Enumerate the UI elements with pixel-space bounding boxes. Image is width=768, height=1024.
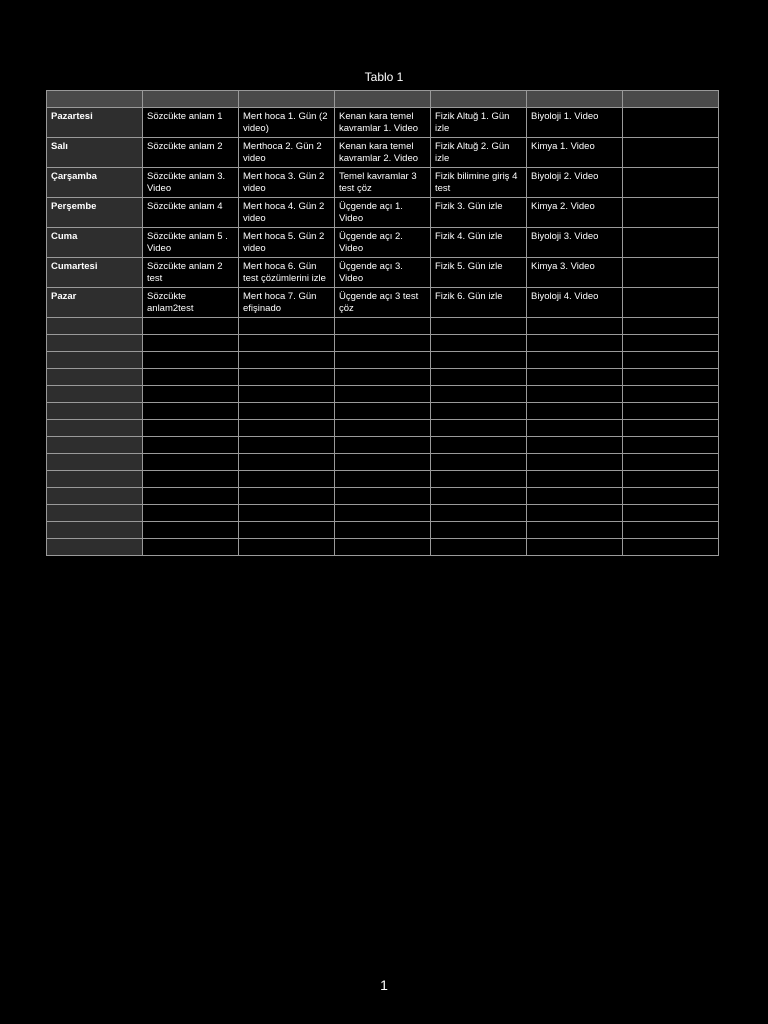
empty-cell	[239, 522, 335, 539]
empty-cell	[623, 454, 719, 471]
day-cell: Çarşamba	[47, 168, 143, 198]
empty-cell	[143, 505, 239, 522]
empty-cell	[143, 454, 239, 471]
table-cell: Temel kavramlar 3 test çöz	[335, 168, 431, 198]
table-cell	[623, 198, 719, 228]
empty-cell	[527, 522, 623, 539]
table-cell: Üçgende açı 2. Video	[335, 228, 431, 258]
empty-day-cell	[47, 454, 143, 471]
table-title: Tablo 1	[364, 70, 404, 84]
empty-table-row	[47, 318, 719, 335]
header-cell	[431, 91, 527, 108]
empty-cell	[143, 437, 239, 454]
table-body	[47, 91, 719, 556]
empty-cell	[335, 352, 431, 369]
empty-cell	[623, 471, 719, 488]
empty-cell	[239, 352, 335, 369]
empty-cell	[335, 454, 431, 471]
empty-cell	[623, 318, 719, 335]
empty-cell	[431, 420, 527, 437]
day-cell: Cumartesi	[47, 258, 143, 288]
empty-table-row	[47, 403, 719, 420]
weekly-schedule-table	[46, 90, 719, 556]
empty-cell	[431, 318, 527, 335]
empty-table-row	[47, 488, 719, 505]
empty-cell	[335, 369, 431, 386]
table-cell: Biyoloji 1. Video	[527, 108, 623, 138]
empty-cell	[335, 437, 431, 454]
empty-cell	[623, 420, 719, 437]
empty-day-cell	[47, 539, 143, 556]
empty-cell	[143, 403, 239, 420]
empty-cell	[527, 539, 623, 556]
empty-cell	[239, 454, 335, 471]
empty-cell	[431, 335, 527, 352]
empty-day-cell	[47, 437, 143, 454]
table-cell: Mert hoca 7. Gün efişinado	[239, 288, 335, 318]
empty-cell	[527, 318, 623, 335]
header-cell	[239, 91, 335, 108]
empty-day-cell	[47, 522, 143, 539]
empty-cell	[527, 437, 623, 454]
empty-day-cell	[47, 471, 143, 488]
empty-table-row	[47, 369, 719, 386]
empty-cell	[431, 539, 527, 556]
empty-cell	[335, 522, 431, 539]
day-cell: Salı	[47, 138, 143, 168]
empty-table-row	[47, 420, 719, 437]
empty-day-cell	[47, 386, 143, 403]
table-row	[47, 168, 719, 198]
table-cell: Biyoloji 3. Video	[527, 228, 623, 258]
empty-cell	[335, 539, 431, 556]
empty-day-cell	[47, 488, 143, 505]
table-cell: Kimya 2. Video	[527, 198, 623, 228]
table-row	[47, 108, 719, 138]
header-cell	[335, 91, 431, 108]
table-cell: Mert hoca 3. Gün 2 video	[239, 168, 335, 198]
empty-table-row	[47, 437, 719, 454]
header-cell	[143, 91, 239, 108]
empty-table-row	[47, 454, 719, 471]
empty-cell	[239, 386, 335, 403]
table-cell: Fizik 4. Gün izle	[431, 228, 527, 258]
empty-cell	[143, 386, 239, 403]
empty-day-cell	[47, 335, 143, 352]
empty-table-row	[47, 522, 719, 539]
empty-cell	[143, 420, 239, 437]
table-row	[47, 258, 719, 288]
empty-cell	[239, 505, 335, 522]
day-cell: Pazartesi	[47, 108, 143, 138]
empty-cell	[623, 386, 719, 403]
empty-cell	[431, 488, 527, 505]
empty-cell	[527, 369, 623, 386]
empty-cell	[623, 522, 719, 539]
empty-cell	[527, 403, 623, 420]
empty-cell	[239, 437, 335, 454]
header-cell	[623, 91, 719, 108]
table-row	[47, 228, 719, 258]
empty-cell	[143, 352, 239, 369]
empty-cell	[623, 335, 719, 352]
empty-table-row	[47, 471, 719, 488]
empty-table-row	[47, 335, 719, 352]
table-cell: Fizik bilimine giriş 4 test	[431, 168, 527, 198]
table-cell: Üçgende açı 3 test çöz	[335, 288, 431, 318]
table-cell: Sözcükte anlam 2 test	[143, 258, 239, 288]
empty-cell	[143, 369, 239, 386]
empty-table-row	[47, 386, 719, 403]
empty-cell	[431, 522, 527, 539]
table-cell: Sözcükte anlam2test	[143, 288, 239, 318]
empty-cell	[527, 335, 623, 352]
empty-cell	[431, 386, 527, 403]
empty-cell	[431, 352, 527, 369]
empty-cell	[623, 437, 719, 454]
empty-cell	[335, 488, 431, 505]
day-cell: Perşembe	[47, 198, 143, 228]
table-cell: Sözcükte anlam 4	[143, 198, 239, 228]
empty-cell	[239, 369, 335, 386]
table-cell: Mert hoca 4. Gün 2 video	[239, 198, 335, 228]
table-cell: Fizik Altuğ 2. Gün izle	[431, 138, 527, 168]
empty-day-cell	[47, 420, 143, 437]
day-cell: Cuma	[47, 228, 143, 258]
empty-cell	[623, 505, 719, 522]
empty-cell	[335, 335, 431, 352]
empty-cell	[335, 471, 431, 488]
empty-cell	[431, 505, 527, 522]
table-cell: Biyoloji 4. Video	[527, 288, 623, 318]
empty-cell	[431, 471, 527, 488]
empty-cell	[527, 386, 623, 403]
empty-cell	[239, 471, 335, 488]
empty-cell	[239, 403, 335, 420]
empty-cell	[143, 522, 239, 539]
table-cell: Mert hoca 5. Gün 2 video	[239, 228, 335, 258]
page-number: 1	[380, 977, 388, 993]
empty-cell	[143, 471, 239, 488]
empty-cell	[143, 488, 239, 505]
header-cell	[47, 91, 143, 108]
empty-cell	[335, 403, 431, 420]
empty-day-cell	[47, 369, 143, 386]
empty-cell	[239, 539, 335, 556]
header-cell	[527, 91, 623, 108]
table-cell: Kenan kara temel kavramlar 1. Video	[335, 108, 431, 138]
day-cell: Pazar	[47, 288, 143, 318]
table-cell: Üçgende açı 3. Video	[335, 258, 431, 288]
table-row	[47, 138, 719, 168]
empty-cell	[335, 505, 431, 522]
empty-table-row	[47, 505, 719, 522]
table-cell	[623, 288, 719, 318]
empty-table-row	[47, 352, 719, 369]
empty-cell	[527, 488, 623, 505]
empty-cell	[239, 318, 335, 335]
table-cell: Fizik 3. Gün izle	[431, 198, 527, 228]
table-cell: Mert hoca 6. Gün test çözümlerini izle	[239, 258, 335, 288]
table-cell: Kimya 3. Video	[527, 258, 623, 288]
empty-table-row	[47, 539, 719, 556]
empty-cell	[239, 335, 335, 352]
table-cell	[623, 108, 719, 138]
empty-cell	[239, 420, 335, 437]
empty-cell	[143, 335, 239, 352]
empty-cell	[527, 454, 623, 471]
table-cell: Biyoloji 2. Video	[527, 168, 623, 198]
table-cell: Sözcükte anlam 5 . Video	[143, 228, 239, 258]
table-cell: Sözcükte anlam 1	[143, 108, 239, 138]
empty-cell	[527, 505, 623, 522]
empty-cell	[143, 318, 239, 335]
table-cell: Fizik 5. Gün izle	[431, 258, 527, 288]
table-row	[47, 198, 719, 228]
empty-cell	[623, 369, 719, 386]
empty-day-cell	[47, 318, 143, 335]
table-row	[47, 288, 719, 318]
empty-day-cell	[47, 403, 143, 420]
table-cell: Kenan kara temel kavramlar 2. Video	[335, 138, 431, 168]
table-cell	[623, 228, 719, 258]
empty-cell	[431, 403, 527, 420]
empty-cell	[527, 352, 623, 369]
table-header-row	[47, 91, 719, 108]
empty-cell	[431, 437, 527, 454]
table-cell: Sözcükte anlam 2	[143, 138, 239, 168]
empty-cell	[239, 488, 335, 505]
empty-cell	[623, 403, 719, 420]
table-cell	[623, 168, 719, 198]
empty-cell	[335, 386, 431, 403]
table-cell: Sözcükte anlam 3. Video	[143, 168, 239, 198]
table-cell: Fizik Altuğ 1. Gün izle	[431, 108, 527, 138]
empty-day-cell	[47, 505, 143, 522]
table-cell	[623, 138, 719, 168]
table-cell	[623, 258, 719, 288]
empty-cell	[527, 420, 623, 437]
empty-cell	[335, 318, 431, 335]
empty-cell	[623, 352, 719, 369]
table-cell: Üçgende açı 1. Video	[335, 198, 431, 228]
empty-cell	[143, 539, 239, 556]
table-cell: Fizik 6. Gün izle	[431, 288, 527, 318]
table-cell: Merthoca 2. Gün 2 video	[239, 138, 335, 168]
empty-cell	[431, 454, 527, 471]
table-cell: Kimya 1. Video	[527, 138, 623, 168]
empty-day-cell	[47, 352, 143, 369]
empty-cell	[623, 539, 719, 556]
empty-cell	[335, 420, 431, 437]
table-cell: Mert hoca 1. Gün (2 video)	[239, 108, 335, 138]
empty-cell	[527, 471, 623, 488]
empty-cell	[623, 488, 719, 505]
empty-cell	[431, 369, 527, 386]
